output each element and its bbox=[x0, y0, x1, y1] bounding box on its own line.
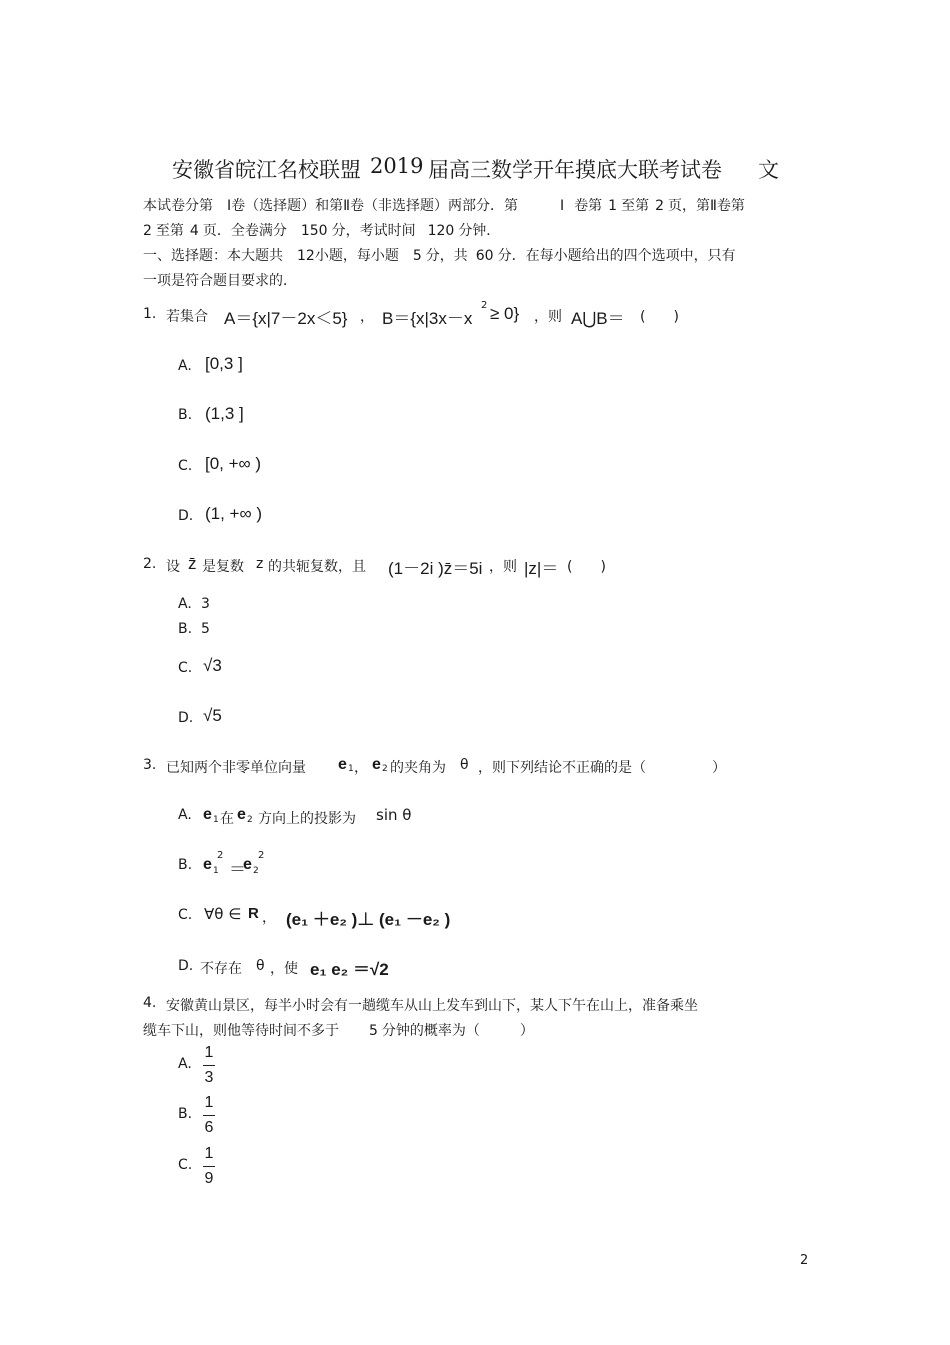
fraction-bar bbox=[203, 1166, 215, 1167]
q4-number: 4. bbox=[143, 995, 157, 1011]
q3-vector-e1: e bbox=[338, 756, 347, 773]
q3-option-a-label: A. bbox=[178, 807, 192, 823]
q3-option-a-e1: e bbox=[203, 806, 212, 823]
q3-option-b-equals: ＝ bbox=[229, 860, 246, 879]
q4-option-b-denominator: 6 bbox=[204, 1119, 214, 1136]
q2-answer-paren: ( ) bbox=[567, 559, 606, 575]
q4-option-c-label: C. bbox=[178, 1157, 193, 1173]
q3-option-b-label: B. bbox=[178, 857, 193, 873]
q2-number: 2. bbox=[143, 556, 157, 572]
q2-lead: 设 bbox=[166, 559, 180, 575]
q4-line1: 安徽黄山景区，每半小时会有一趟缆车从山上发车到山下，某人下午在山上，准备乘坐 bbox=[166, 998, 698, 1014]
q4-option-b-label: B. bbox=[178, 1106, 193, 1122]
q3-option-a-e2: e bbox=[237, 806, 246, 823]
q3-option-d-text2: ，使 bbox=[270, 961, 298, 977]
q2-option-d-label: D. bbox=[178, 710, 194, 726]
q4-line2: 缆车下山，则他等待时间不多于 5 分钟的概率为（ ） bbox=[143, 1023, 534, 1039]
q4-option-a-denominator: 3 bbox=[204, 1069, 214, 1086]
q1-option-c-label: C. bbox=[178, 458, 193, 474]
q3-option-c-reals: R bbox=[248, 905, 259, 922]
q1-set-b: B＝{x|3x－x bbox=[382, 309, 473, 328]
q1-option-d-label: D. bbox=[178, 508, 194, 524]
q4-option-c-fraction bbox=[203, 1144, 215, 1189]
q2-option-a-value: 3 bbox=[201, 596, 210, 612]
intro-line4: 一项是符合题目要求的． bbox=[143, 273, 297, 289]
q2-mid: 是复数 bbox=[202, 559, 244, 575]
page-number: 2 bbox=[800, 1253, 809, 1268]
q2-option-c-label: C. bbox=[178, 660, 193, 676]
q1-option-c-value: [0, +∞ ) bbox=[205, 454, 262, 473]
q1-then: ，则 bbox=[534, 309, 562, 325]
q1-comma: ， bbox=[360, 309, 374, 325]
q4-option-b-fraction bbox=[203, 1093, 215, 1138]
q3-option-c-expression: (e₁ ＋e₂ )⊥ (e₁ －e₂ ) bbox=[286, 910, 451, 929]
q1-union: A⋃B＝ bbox=[571, 309, 625, 328]
q3-option-a-e1-subscript: 1 bbox=[213, 815, 219, 825]
q3-vector-e1-subscript: 1 bbox=[348, 764, 354, 774]
fraction-bar bbox=[203, 1065, 215, 1066]
q3-option-b-e1-subscript: 1 bbox=[213, 866, 219, 876]
intro-line2: 2 至第 4 页．全卷满分 150 分，考试时间 120 分钟． bbox=[143, 223, 501, 239]
q3-option-b-e2: e bbox=[243, 856, 252, 873]
q1-option-b-value: (1,3 ] bbox=[205, 404, 244, 423]
q1-option-b-label: B. bbox=[178, 407, 193, 423]
fraction-bar bbox=[203, 1115, 215, 1116]
q2-option-b-label: B. bbox=[178, 621, 193, 637]
q3-theta: θ bbox=[460, 757, 469, 773]
q3-option-c-label: C. bbox=[178, 907, 193, 923]
q4-option-a-numerator: 1 bbox=[204, 1044, 214, 1061]
q1-option-a-value: [0,3 ] bbox=[205, 354, 243, 373]
q2-mid2: 的共轭复数，且 bbox=[268, 559, 366, 575]
q4-option-c-denominator: 9 bbox=[204, 1170, 214, 1187]
q2-option-a-label: A. bbox=[178, 596, 192, 612]
q1-set-b-end: ≥ 0} bbox=[490, 304, 520, 323]
q2-then: ，则 bbox=[489, 559, 517, 575]
q1-set-a: A＝{x|7－2x＜5} bbox=[224, 309, 348, 328]
q4-option-c-numerator: 1 bbox=[204, 1145, 214, 1162]
q3-lead: 已知两个非零单位向量 bbox=[166, 760, 306, 776]
title-part3: 届高三数学开年摸底大联考试卷 bbox=[428, 158, 722, 182]
title-year: 2019 bbox=[370, 154, 424, 178]
q3-tail: ，则下列结论不正确的是（ bbox=[478, 760, 646, 776]
q3-vector-e2-subscript: 2 bbox=[382, 764, 388, 774]
q2-option-d-value: √5 bbox=[203, 706, 222, 725]
q3-option-a-text2: 方向上的投影为 bbox=[258, 811, 356, 827]
intro-line1: 本试卷分第 Ⅰ卷（选择题）和第Ⅱ卷（非选择题）两部分．第 Ⅰ 卷第 1 至第 2 页，第Ⅱ卷第 bbox=[143, 198, 745, 214]
q1-option-d-value: (1, +∞ ) bbox=[205, 504, 262, 523]
q3-close-paren: ） bbox=[712, 760, 726, 776]
q2-option-c-value: √3 bbox=[203, 656, 222, 675]
q3-option-a-e2-subscript: 2 bbox=[247, 815, 253, 825]
q3-option-c-comma: ， bbox=[262, 910, 276, 926]
q2-zbar: z̄ bbox=[188, 554, 197, 573]
q1-answer-paren: ( ) bbox=[640, 309, 679, 325]
q4-option-b-numerator: 1 bbox=[204, 1094, 214, 1111]
q3-option-a-text1: 在 bbox=[220, 811, 234, 827]
q3-option-b-e1-exponent: 2 bbox=[217, 850, 224, 861]
q1-option-a-label: A. bbox=[178, 358, 192, 374]
q2-option-b-value: 5 bbox=[201, 621, 210, 637]
q3-option-d-text1: 不存在 bbox=[200, 961, 242, 977]
q4-option-a-label: A. bbox=[178, 1056, 192, 1072]
q3-option-b-e2-subscript: 2 bbox=[253, 866, 259, 876]
q2-modulus: |z|＝ bbox=[524, 559, 559, 578]
q2-z: z bbox=[256, 556, 264, 572]
q3-option-d-theta: θ bbox=[256, 958, 265, 974]
intro-line3: 一、选择题：本大题共 12小题，每小题 5 分，共 60 分．在每小题给出的四个选项中，只有 bbox=[143, 248, 736, 264]
q3-option-b-e2-exponent: 2 bbox=[258, 850, 265, 861]
q3-mid: 的夹角为 bbox=[390, 760, 446, 776]
q4-option-a-fraction bbox=[203, 1043, 215, 1088]
q3-option-c-quantifier: ∀θ ∈ bbox=[204, 905, 242, 923]
q1-lead: 若集合 bbox=[166, 309, 208, 325]
q3-number: 3. bbox=[143, 757, 157, 773]
q3-option-d-label: D. bbox=[178, 958, 194, 974]
q3-comma: ， bbox=[354, 760, 368, 776]
title-part1: 安徽省皖江名校联盟 bbox=[172, 158, 361, 182]
q2-expression: (1－2i )z̄＝5i bbox=[388, 559, 483, 578]
q3-option-b-e1: e bbox=[203, 856, 212, 873]
q1-set-b-exponent: 2 bbox=[481, 300, 488, 311]
q3-vector-e2: e bbox=[372, 756, 381, 773]
q3-option-a-sin: sin θ bbox=[376, 806, 412, 824]
q3-option-d-expression: e₁ e₂ ＝√2 bbox=[310, 960, 389, 979]
title-part4: 文 bbox=[758, 158, 779, 182]
q1-number: 1. bbox=[143, 306, 157, 322]
